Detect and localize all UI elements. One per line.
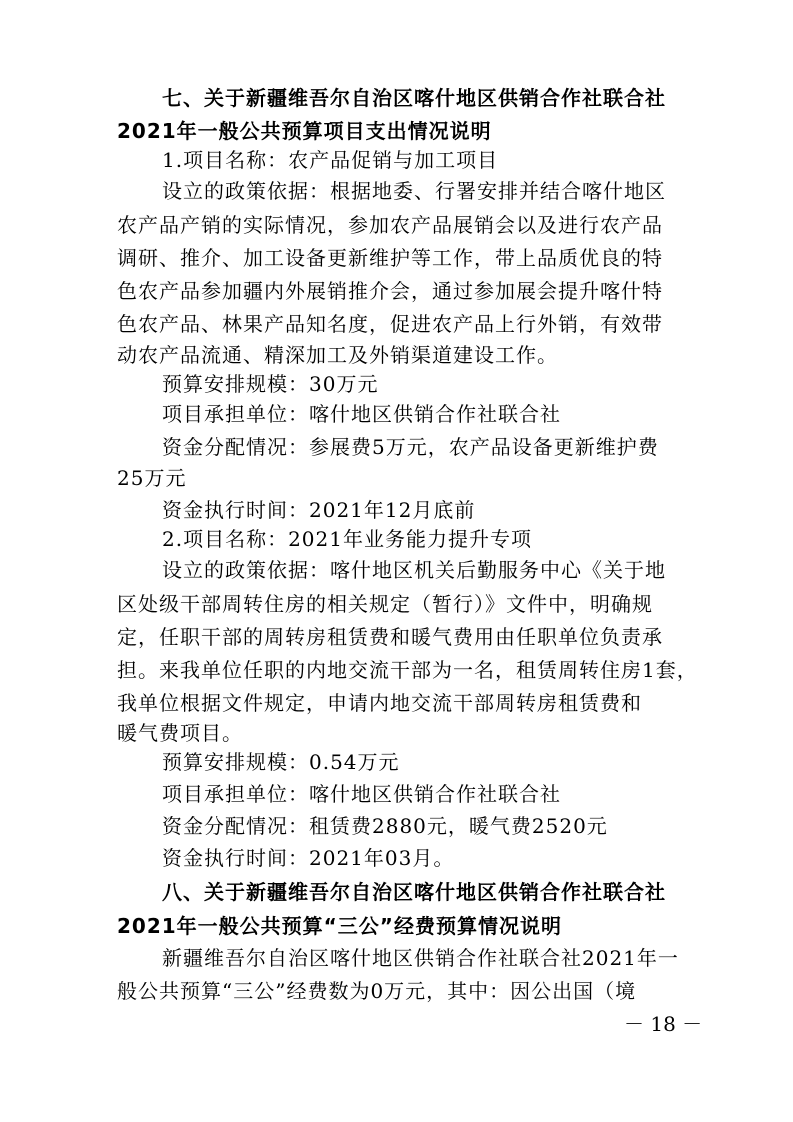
- project2-budget-scale: 预算安排规模：0.54万元: [162, 750, 400, 774]
- project1-allocation-line2: 25万元: [117, 466, 187, 490]
- project1-undertaking-unit: 项目承担单位：喀什地区供销合作社联合社: [162, 402, 561, 426]
- project2-basis-line: 定，任职干部的周转房租赁费和暖气费用由任职单位负责承: [117, 625, 663, 649]
- project2-basis-line: 暖气费项目。: [117, 721, 243, 745]
- section8-body-line: 般公共预算“三公”经费数为0万元，其中：因公出国（境: [117, 979, 637, 1003]
- project1-basis-line: 农产品产销的实际情况，参加农产品展销会以及进行农产品: [117, 213, 663, 237]
- section8-body-line: 新疆维吾尔自治区喀什地区供销合作社联合社2021年一: [162, 946, 679, 970]
- project1-budget-scale: 预算安排规模：30万元: [162, 372, 379, 396]
- project1-basis-line: 色农产品、林果产品知名度，促进农产品上行外销，有效带: [117, 312, 663, 336]
- project2-basis-line: 设立的政策依据：喀什地区机关后勤服务中心《关于地: [162, 558, 666, 582]
- project1-basis-line: 色农产品参加疆内外展销推介会，通过参加展会提升喀什特: [117, 279, 663, 303]
- project2-basis-line: 区处级干部周转住房的相关规定（暂行）》文件中，明确规: [117, 592, 653, 616]
- project2-allocation: 资金分配情况：租赁费2880元，暖气费2520元: [162, 814, 608, 838]
- project1-allocation-line1: 资金分配情况：参展费5万元，农产品设备更新维护费: [162, 435, 659, 459]
- section8-heading-line2: 2021年一般公共预算“三公”经费预算情况说明: [117, 914, 562, 938]
- section7-heading-line2: 2021年一般公共预算项目支出情况说明: [117, 119, 492, 143]
- project2-undertaking-unit: 项目承担单位：喀什地区供销合作社联合社: [162, 782, 561, 806]
- project2-name: 2.项目名称：2021年业务能力提升专项: [162, 527, 532, 551]
- project2-basis-line: 我单位根据文件规定，申请内地交流干部周转房租赁费和: [117, 691, 642, 715]
- project1-basis-line: 设立的政策依据：根据地委、行署安排并结合喀什地区: [162, 179, 666, 203]
- project1-basis-line: 调研、推介、加工设备更新维护等工作，带上品质优良的特: [117, 246, 663, 270]
- project1-name: 1.项目名称：农产品促销与加工项目: [162, 148, 499, 172]
- project2-execution-time: 资金执行时间：2021年03月。: [162, 846, 455, 870]
- project2-basis-line: 担。来我单位任职的内地交流干部为一名，租赁周转住房1套，: [117, 658, 698, 682]
- page-number: － 18 －: [624, 1012, 703, 1036]
- project1-basis-line: 动农产品流通、精深加工及外销渠道建设工作。: [117, 343, 558, 367]
- project1-execution-time: 资金执行时间：2021年12月底前: [162, 498, 476, 522]
- section8-heading-line1: 八、关于新疆维吾尔自治区喀什地区供销合作社联合社: [162, 880, 666, 904]
- section7-heading-line1: 七、关于新疆维吾尔自治区喀什地区供销合作社联合社: [162, 86, 666, 110]
